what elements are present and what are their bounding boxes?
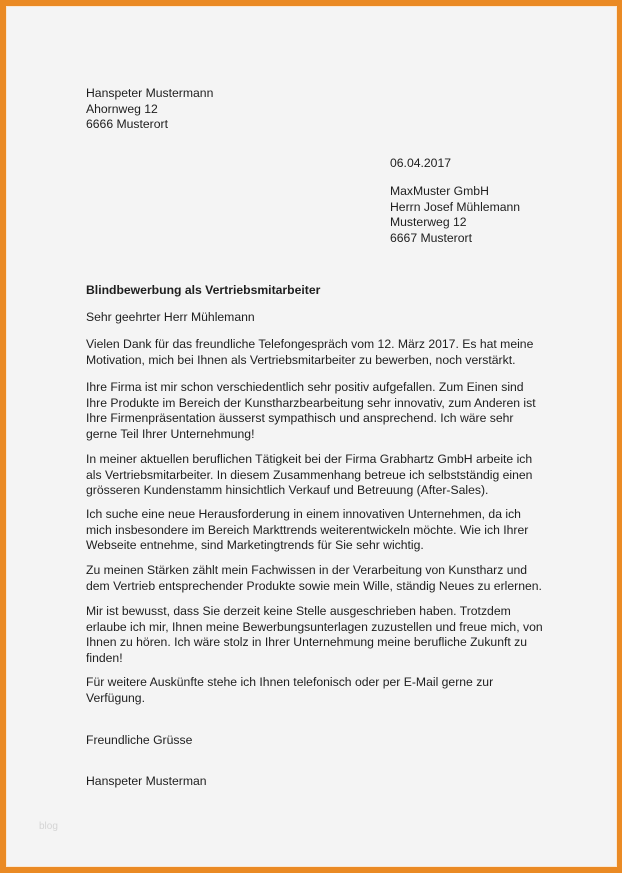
paragraph-line: Vielen Dank für das freundliche Telefongespräch vom 12. März 2017. Es hat meine (86, 337, 534, 351)
paragraph-line: Ihre Firmenpräsentation äusserst sympathisch und ansprechend. Ich wäre sehr (86, 411, 514, 426)
paragraph (86, 563, 542, 594)
paragraph (86, 675, 493, 706)
paragraph-line: Motivation, mich bei Ihnen als Vertriebsmitarbeiter zu bewerben, noch verstärkt. (86, 352, 516, 367)
paragraph (86, 452, 532, 499)
paragraph-line: dem Vertrieb entsprechender Produkte sowie mein Wille, ständig Neues zu erlernen. (86, 578, 542, 593)
paragraph-line: Für weitere Auskünfte stehe ich Ihnen telefonisch oder per E-Mail gerne zur (86, 675, 494, 689)
watermark: blog (39, 821, 58, 832)
letter-date: 06.04.2017 (390, 156, 451, 170)
paragraph-line: finden! (86, 650, 123, 665)
paragraph-line: Ihnen zu hören. Ich wäre stolz in Ihrer Unternehmung meine berufliche Zukunft zu (86, 635, 528, 650)
paragraph-line: gerne Teil Ihrer Unternehmung! (86, 426, 255, 441)
paragraph-line: grösseren Kundenstamm hinsichtlich Verkauf und Betreuung (After-Sales). (86, 483, 489, 498)
recipient-person: Herrn Josef Mühlemann (390, 199, 521, 214)
paragraph (86, 337, 533, 368)
sender-city: 6666 Musterort (86, 117, 168, 132)
paragraph (86, 380, 536, 442)
closing: Freundliche Grüsse (86, 733, 193, 747)
recipient-street: Musterweg 12 (390, 215, 467, 230)
sender-address (86, 86, 213, 133)
paragraph-line: Ihre Firma ist mir schon verschiedentlich sehr positiv aufgefallen. Zum Einen sind (86, 380, 524, 394)
sender-name: Hanspeter Mustermann (86, 86, 214, 100)
salutation: Sehr geehrter Herr Mühlemann (86, 310, 255, 324)
paragraph-line: als Vertriebsmitarbeiter. In diesem Zusammenhang betreue ich selbstständig einen (86, 467, 533, 482)
paragraph-line: Ich suche eine neue Herausforderung in einem innovativen Unternehmen, da ich (86, 507, 521, 521)
sender-street: Ahornweg 12 (86, 101, 158, 116)
letter-subject: Blindbewerbung als Vertriebsmitarbeiter (86, 283, 321, 297)
paragraph-line: erlaube ich mir, Ihnen meine Bewerbungsunterlagen zuzustellen und freue mich, von (86, 619, 543, 634)
paragraph-line: Mir ist bewusst, dass Sie derzeit keine Stelle ausgeschrieben haben. Trotzdem (86, 604, 511, 618)
signature: Hanspeter Musterman (86, 774, 207, 788)
paragraph-line: Ihre Produkte im Bereich der Kunstharzbearbeitung sehr innovativ, zum Anderen ist (86, 395, 536, 410)
recipient-city: 6667 Musterort (390, 230, 472, 245)
paragraph (86, 604, 543, 666)
recipient-company: MaxMuster GmbH (390, 184, 489, 198)
paragraph-line: mich insbesondere im Bereich Markttrends weiterentwickeln möchte. Wie ich Ihrer (86, 522, 529, 537)
paragraph-line: Webseite entnehme, sind Marketingtrends für Sie sehr wichtig. (86, 538, 424, 553)
paragraph-line: Verfügung. (86, 690, 145, 705)
paragraph-line: Zu meinen Stärken zählt mein Fachwissen in der Verarbeitung von Kunstharz und (86, 563, 528, 577)
paragraph (86, 507, 528, 554)
paragraph-line: In meiner aktuellen beruflichen Tätigkeit bei der Firma Grabhartz GmbH arbeite ich (86, 452, 533, 466)
recipient-address (390, 184, 520, 246)
